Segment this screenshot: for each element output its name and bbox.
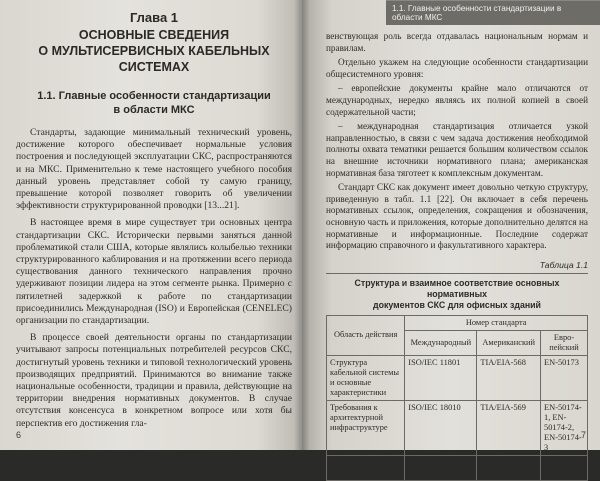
table-header-us: Американский <box>477 330 541 355</box>
paragraph: В процессе своей деятельности органы по стандартизации учитывают запросы потенциальных потребителей ресурсов СКС, достигнутый уровень техники и типовой технологический уровень производящих предприятий. Принимаются во внимание также национальные особенности, традиции и правила, действующие на территории внедрения нормативных документов. В случае отсутствия консенсуса в конкретном вопросе или хотя бы перспектив его достижения гла- <box>16 332 292 429</box>
left-body-text <box>16 127 292 430</box>
running-head: 1.1. Главные особенности стандартизации в области МКС <box>386 0 600 25</box>
table-row <box>327 400 588 455</box>
paragraph: В настоящее время в мире существует три основных центра стандартизации СКС. Исторически первыми заняться данной проблематикой стали США, которые являлись колыбелью техники структурированного каблирования и на протяжении всего периода существования данного технического направления прочно удерживают позиции лидера на этом сегменте рынка. Примерно с пятилетней задержкой к работе по стандартизации присоединились Международная (ISO) и Европейская (CENELEC) организации по стандартизации. <box>16 217 292 327</box>
paragraph: Стандарт СКС как документ имеет довольно четкую структуру, приведенную в табл. 1.1 [22]. Он включает в себя перечень нормативных ссылок, определения, сокращения и обозначения, основную часть и приложения, которые дополнительно делятся на нормативные и информационные. Последние содержат информацию справочного и факультативного характера. <box>326 182 588 251</box>
table-cell-us: TIA/EIA-569 <box>477 400 541 455</box>
table-header-intl: Международный <box>405 330 477 355</box>
table-divider <box>326 273 588 274</box>
table-cell-area: Требования к заземлению <box>327 455 405 480</box>
table-header-eu: Европейский <box>541 330 588 355</box>
table-row <box>327 355 588 400</box>
table-header-group: Номер стандарта <box>405 315 588 330</box>
paragraph: – международная стандартизация отличается узкой направленностью, в связи с чем задача достижения необходимой полноты охвата тематики решается большим количеством ссылок на внешние источники нормативного плана; американская нормативная база тяготеет к комплексным документам. <box>326 121 588 178</box>
table-header-area: Область действия <box>327 315 405 355</box>
table-cell-intl: ISO/IEC 11801 <box>405 355 477 400</box>
table-cell-area: Требования к архитектурной инфраструктуре <box>327 400 405 455</box>
table-row <box>327 455 588 480</box>
table-cell-intl: ISO/IEC 18010 <box>405 400 477 455</box>
standards-table <box>326 315 588 481</box>
right-body-text <box>326 31 588 252</box>
section-title-line: 1.1. Главные особенности стандартизации <box>37 90 271 102</box>
table-title-line: документов СКС для офисных зданий <box>373 299 541 310</box>
table-cell-eu: EN-50173 <box>541 355 588 400</box>
table-cell-eu: EN-50310 <box>541 455 588 480</box>
chapter-title-line: СИСТЕМАХ <box>118 60 190 74</box>
chapter-label: Глава 1 <box>129 10 179 25</box>
table-cell-area: Структура кабельной системы и основные характеристики <box>327 355 405 400</box>
table-title <box>326 278 588 311</box>
table-body <box>327 355 588 480</box>
paragraph: венствующая роль всегда отдавалась национальным нормам и правилам. <box>326 31 588 53</box>
paragraph: – европейские документы крайне мало отличаются от международных, нередко являясь их полной копией в своей содержательной части; <box>326 83 588 117</box>
chapter-title-line: О МУЛЬТИСЕРВИСНЫХ КАБЕЛЬНЫХ <box>38 44 270 58</box>
chapter-title-line: ОСНОВНЫЕ СВЕДЕНИЯ <box>78 28 230 42</box>
table-cell-us: TIA/EIA-568 <box>477 355 541 400</box>
section-title <box>16 89 292 117</box>
section-title-line: в области МКС <box>113 104 195 116</box>
table-label: Таблица 1.1 <box>539 259 588 270</box>
page-number-right: 7 <box>580 430 586 440</box>
table-title-line: Структура и взаимное соответствие основных нормативных <box>354 277 560 299</box>
page-number-left: 6 <box>16 430 22 440</box>
right-page <box>302 0 600 477</box>
paragraph: Отдельно укажем на следующие особенности стандартизации общесистемного уровня: <box>326 57 588 79</box>
table-cell-eu: EN-50174-1, EN-50174-2, EN-50174-3 <box>541 400 588 455</box>
left-page <box>0 0 302 450</box>
table-cell-us: TIA/EIA-607 <box>477 455 541 480</box>
chapter-title <box>16 27 292 75</box>
paragraph: Стандарты, задающие минимальный технический уровень, достижение которого обеспечивает нормальные условия построения и последующей эксплуатации СКС, распространяются и на МКС. Применительно к теме настоящего учебного пособия данный уровень представляет собой ту самую границу, превышение которой позволяет говорить об увеличении эффективности структурированной проводки [13...21]. <box>16 127 292 212</box>
table-cell-intl <box>405 455 477 480</box>
